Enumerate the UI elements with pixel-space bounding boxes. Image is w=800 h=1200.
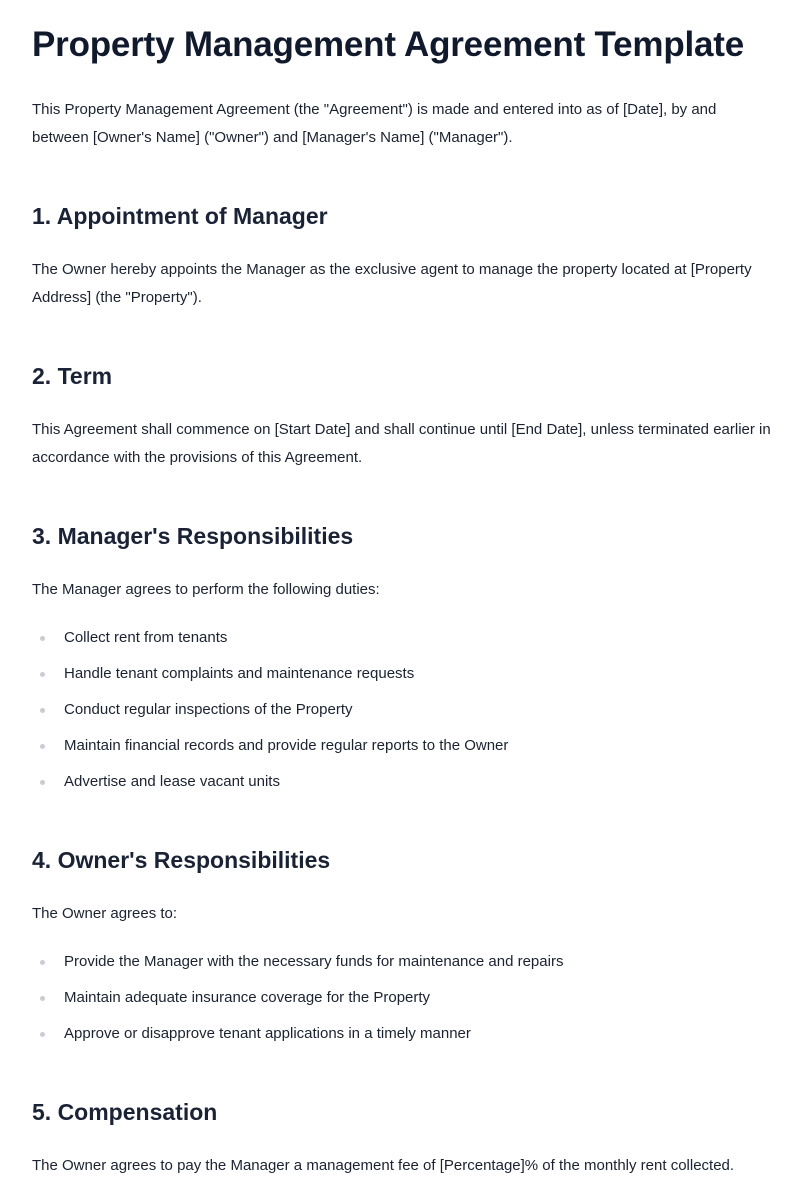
manager-duties-list	[32, 628, 772, 808]
list-item-text: Conduct regular inspections of the Property	[64, 701, 353, 718]
section-body-manager-responsibilities: The Manager agrees to perform the following duties:	[32, 581, 380, 598]
bullet-icon	[40, 996, 45, 1001]
section-body-appointment: The Owner hereby appoints the Manager as the exclusive agent to manage the property located at [Property Address] (the "Property").	[32, 261, 752, 306]
list-item-text: Handle tenant complaints and maintenance requests	[64, 665, 415, 682]
list-item	[32, 988, 772, 1024]
section-heading-appointment: 1. Appointment of Manager	[32, 203, 328, 229]
list-item	[32, 700, 772, 736]
section-body-term: This Agreement shall commence on [Start Date] and shall continue until [End Date], unless terminated earlier in accordance with the provisions of this Agreement.	[32, 421, 771, 466]
list-item-text: Collect rent from tenants	[64, 629, 228, 646]
list-item-text: Maintain financial records and provide regular reports to the Owner	[64, 737, 509, 754]
bullet-icon	[40, 636, 45, 641]
bullet-icon	[40, 708, 45, 713]
section-heading-manager-responsibilities: 3. Manager's Responsibilities	[32, 523, 354, 549]
list-item	[32, 952, 772, 988]
list-item-text: Maintain adequate insurance coverage for the Property	[64, 989, 431, 1006]
bullet-icon	[40, 780, 45, 785]
bullet-icon	[40, 960, 45, 965]
document-title: Property Management Agreement Template	[32, 25, 745, 64]
list-item	[32, 1024, 772, 1060]
bullet-icon	[40, 1032, 45, 1037]
bullet-icon	[40, 744, 45, 749]
section-body-owner-responsibilities: The Owner agrees to:	[32, 905, 178, 922]
intro-paragraph: This Property Management Agreement (the "Agreement") is made and entered into as of [Date], by and between [Owner's Name] ("Owner") and [Manager's Name] ("Manager").	[32, 101, 717, 146]
section-heading-compensation: 5. Compensation	[32, 1099, 218, 1125]
owner-duties-list	[32, 952, 772, 1060]
list-item	[32, 628, 772, 664]
bullet-icon	[40, 672, 45, 677]
section-heading-owner-responsibilities: 4. Owner's Responsibilities	[32, 847, 331, 873]
section-heading-term: 2. Term	[32, 363, 113, 389]
list-item-text: Provide the Manager with the necessary funds for maintenance and repairs	[64, 953, 564, 970]
list-item-text: Approve or disapprove tenant applications in a timely manner	[64, 1025, 471, 1042]
list-item	[32, 664, 772, 700]
list-item	[32, 736, 772, 772]
list-item	[32, 772, 772, 808]
list-item-text: Advertise and lease vacant units	[64, 773, 280, 790]
section-body-compensation: The Owner agrees to pay the Manager a management fee of [Percentage]% of the monthly rent collected.	[32, 1157, 735, 1174]
